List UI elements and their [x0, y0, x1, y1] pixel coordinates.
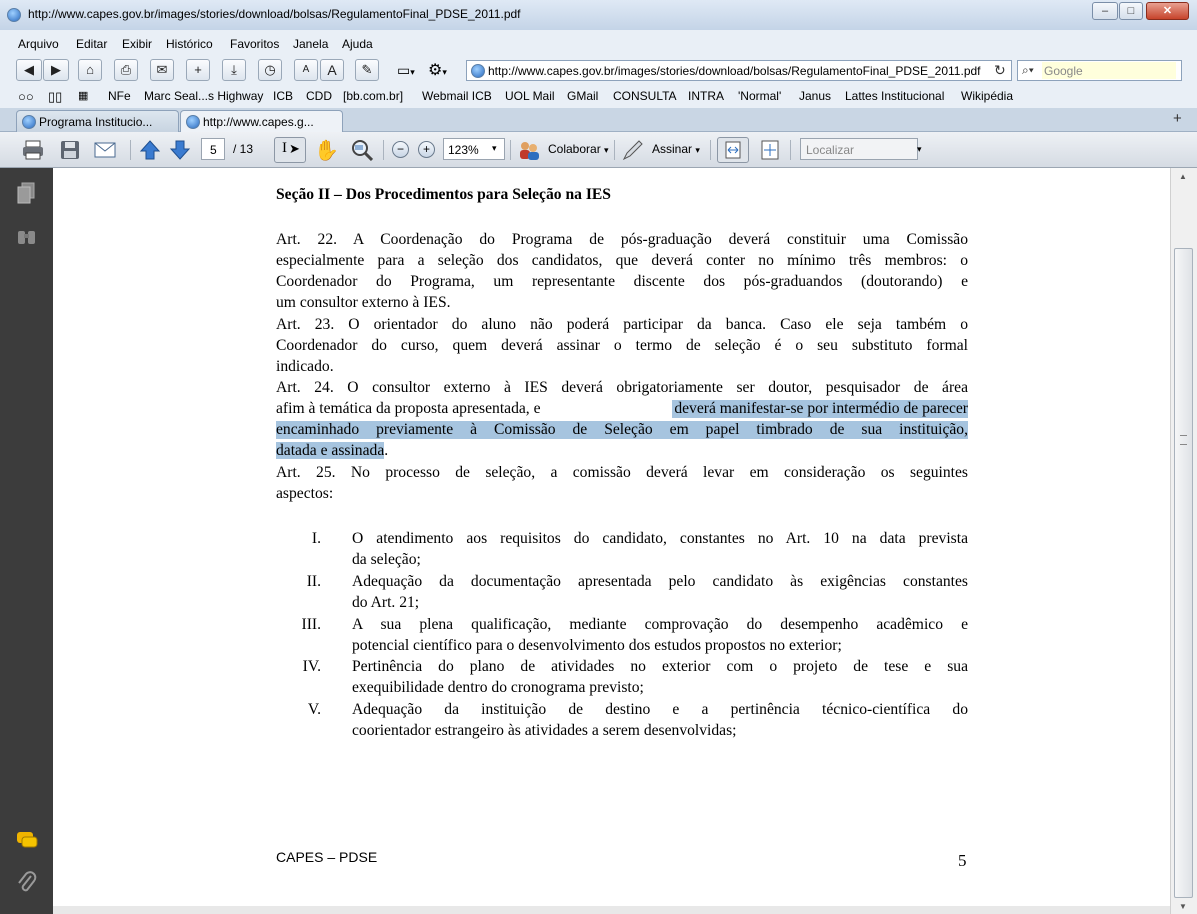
bookmark-item[interactable]: CDD: [306, 89, 332, 103]
address-text: http://www.capes.gov.br/images/stories/download/bolsas/RegulamentoFinal_PDSE_2011.pdf: [488, 64, 981, 78]
menu-historico[interactable]: Histórico: [166, 37, 213, 51]
zoom-tool-icon[interactable]: [351, 139, 373, 161]
list-item-line: Adequação da instituição de destino e a pertinência técnico-científica do: [352, 701, 968, 718]
list-item-line: exequibilidade dentro do cronograma previsto;: [352, 679, 644, 696]
browser-globe-icon: [7, 8, 21, 22]
art24-line: Art. 24. O consultor externo à IES deverá obrigatoriamente ser doutor, pesquisador de área: [276, 379, 968, 396]
previous-page-icon[interactable]: [139, 139, 161, 161]
art25-line: Art. 25. No processo de seleção, a comissão deverá levar em consideração os seguintes: [276, 464, 968, 481]
edit-button[interactable]: [355, 59, 379, 81]
menu-janela[interactable]: Janela: [293, 37, 329, 51]
plus-icon: +: [194, 62, 202, 77]
menu-exibir[interactable]: Exibir: [122, 37, 153, 51]
list-item-line: coorientador estrangeiro às atividades a serem desenvolvidas;: [352, 722, 737, 739]
collaborate-label: Colaborar: [548, 142, 601, 156]
bookmark-item[interactable]: Marc Seal...s Highway: [144, 89, 264, 103]
printer-icon: ⎙: [120, 62, 132, 77]
forward-arrow-icon: ▶: [51, 62, 61, 77]
back-arrow-icon: ◀: [24, 62, 34, 77]
menu-bar: [0, 30, 1197, 54]
download-icon: ⤓: [231, 62, 237, 77]
selected-text[interactable]: datada e assinada: [276, 442, 385, 459]
reload-icon[interactable]: ↻: [994, 62, 1006, 78]
art22-line: um consultor externo à IES.: [276, 294, 451, 311]
bookmarks-bar: [0, 86, 1197, 108]
text-cursor-icon: I: [282, 140, 287, 156]
bookmark-item[interactable]: Wikipédia: [961, 89, 1014, 103]
list-item-line: da seleção;: [352, 551, 421, 568]
book-icon[interactable]: ▯▯: [48, 89, 63, 104]
chevron-down-icon: ▾: [695, 145, 700, 155]
bookmark-item[interactable]: GMail: [567, 89, 599, 103]
list-item-line: Pertinência do plano de atividades no exterior com o projeto de tese e sua: [352, 658, 968, 675]
art22-line: especialmente para a seleção dos candidatos, que deverá conter no mínimo três membros: o: [276, 252, 968, 269]
bookmark-item[interactable]: ICB: [273, 89, 294, 103]
tab-label: http://www.capes.g...: [203, 115, 314, 129]
pencil-icon: ✎: [361, 62, 373, 77]
list-number: V.: [307, 701, 321, 718]
next-page-icon[interactable]: [169, 139, 191, 161]
list-item-line: A sua plena qualificação, mediante comprovação do desempenho acadêmico e: [352, 616, 968, 633]
grip-icon: [1180, 435, 1187, 445]
search-placeholder: Google: [1044, 64, 1083, 78]
email-icon[interactable]: [94, 139, 116, 161]
chevron-down-icon: ▾: [604, 145, 609, 155]
zoom-value: 123%: [448, 143, 479, 157]
page-number-value: 5: [210, 143, 217, 157]
address-bar[interactable]: [466, 60, 1012, 81]
pointer-arrow-icon: ➤: [289, 141, 300, 156]
art22-line: Art. 22. A Coordenação do Programa de pós-graduação deverá constituir uma Comissão: [276, 231, 968, 248]
site-globe-icon: [471, 64, 485, 78]
menu-editar[interactable]: Editar: [76, 37, 108, 51]
reading-glasses-icon[interactable]: ○○: [18, 89, 34, 104]
bookmark-item[interactable]: Janus: [799, 89, 832, 103]
select-tool-button[interactable]: [274, 137, 306, 163]
scroll-up-icon[interactable]: ▲: [1179, 172, 1187, 181]
print-button[interactable]: [114, 59, 138, 81]
bookmark-item[interactable]: 'Normal': [738, 89, 782, 103]
maximize-button[interactable]: □: [1119, 2, 1143, 20]
new-tab-plus-icon[interactable]: +: [1173, 110, 1182, 127]
new-tab-button[interactable]: [186, 59, 210, 81]
art24-line-4: [276, 442, 388, 460]
find-placeholder: Localizar: [806, 143, 855, 157]
mail-button[interactable]: [150, 59, 174, 81]
search-icon: ⌕▾: [1022, 63, 1034, 77]
tab-globe-icon: [22, 115, 36, 129]
menu-favoritos[interactable]: Favoritos: [230, 37, 280, 51]
bookmark-item[interactable]: Webmail ICB: [422, 89, 492, 103]
sign-label: Assinar: [652, 142, 693, 156]
minimize-button[interactable]: –: [1092, 2, 1118, 20]
envelope-icon: ✉: [156, 62, 168, 77]
text-large-icon: A: [327, 62, 337, 78]
navigation-pane: [0, 168, 53, 914]
downloads-button[interactable]: [222, 59, 246, 81]
window-title-bar: [0, 0, 1197, 30]
gear-icon: ⚙: [428, 62, 443, 79]
list-number: II.: [306, 573, 321, 590]
plus-icon: +: [422, 142, 430, 156]
comments-icon[interactable]: [16, 831, 38, 851]
settings-menu-button[interactable]: [428, 60, 447, 80]
page-bottom-edge: [53, 906, 1170, 914]
sign-pen-icon[interactable]: [622, 139, 644, 161]
page-number-input[interactable]: [201, 138, 225, 160]
art25-line: aspectos:: [276, 485, 334, 502]
tab-capes-pdf[interactable]: [180, 110, 343, 132]
pdf-page: [53, 168, 1170, 906]
scroll-thumb[interactable]: [1174, 248, 1193, 898]
attachments-binoculars-icon[interactable]: [16, 228, 38, 246]
tab-label: Programa Institucio...: [39, 115, 153, 129]
art24-line-2: [276, 400, 968, 418]
art23-line: Art. 23. O orientador do aluno não poderá participar da banca. Caso ele seja também o: [276, 316, 968, 333]
text-larger-button[interactable]: [320, 59, 344, 81]
hand-tool-icon[interactable]: ✋: [314, 140, 339, 162]
zoom-select[interactable]: [443, 138, 505, 160]
forward-button[interactable]: [43, 59, 69, 81]
selected-text[interactable]: encaminhado previamente à Comissão de Seleção em papel timbrado de sua instituição,: [276, 421, 968, 438]
art23-line: Coordenador do curso, quem deverá assinar o termo de seleção é o seu substituto formal: [276, 337, 968, 354]
collaborate-button[interactable]: [548, 142, 609, 156]
art24-text: .: [384, 442, 389, 459]
close-button[interactable]: ✕: [1146, 2, 1189, 20]
history-button[interactable]: [258, 59, 282, 81]
sign-button[interactable]: [652, 142, 700, 156]
art24-text: afim à temática da proposta apresentada, e: [276, 400, 541, 417]
list-number: IV.: [302, 658, 321, 675]
menu-arquivo[interactable]: Arquivo: [18, 37, 59, 51]
back-button[interactable]: [16, 59, 42, 81]
pages-panel-icon[interactable]: [17, 182, 35, 204]
chevron-down-icon: ▾: [410, 67, 415, 77]
text-smaller-button[interactable]: [294, 59, 318, 81]
save-icon[interactable]: [59, 139, 81, 161]
home-icon: ⌂: [86, 62, 94, 77]
page-total: / 13: [233, 142, 254, 156]
collaborate-icon[interactable]: [518, 139, 540, 161]
search-box[interactable]: [1017, 60, 1182, 81]
vertical-scrollbar[interactable]: [1170, 168, 1197, 914]
fit-width-icon: [724, 141, 742, 159]
art23-line: indicado.: [276, 358, 334, 375]
bookmark-item[interactable]: Lattes Institucional: [845, 89, 945, 103]
menu-ajuda[interactable]: Ajuda: [342, 37, 373, 51]
clock-icon: ◷: [264, 62, 276, 77]
grid-icon[interactable]: ▦: [78, 90, 89, 102]
page-menu-button[interactable]: [397, 62, 415, 79]
chevron-down-icon: ▾: [442, 67, 447, 77]
home-button[interactable]: [78, 59, 102, 81]
tab-globe-icon: [186, 115, 200, 129]
bookmark-item[interactable]: [bb.com.br]: [343, 89, 404, 103]
footer-left: CAPES – PDSE: [276, 849, 378, 865]
page-icon: ▭: [397, 62, 411, 78]
section-heading: Seção II – Dos Procedimentos para Seleção na IES: [276, 186, 611, 203]
bookmark-item[interactable]: NFe: [108, 89, 131, 103]
window-title: http://www.capes.gov.br/images/stories/download/bolsas/RegulamentoFinal_PDSE_2011.pdf: [28, 7, 521, 21]
list-item-line: do Art. 21;: [352, 594, 420, 611]
find-input[interactable]: [800, 138, 918, 160]
zoom-in-button[interactable]: [418, 141, 435, 158]
fit-page-icon[interactable]: [759, 139, 781, 161]
find-dropdown-icon[interactable]: ▾: [917, 144, 922, 154]
list-number: III.: [301, 616, 321, 633]
scroll-down-icon[interactable]: ▼: [1179, 902, 1187, 911]
tab-strip: [0, 108, 1197, 132]
chevron-down-icon: ▾: [492, 143, 497, 153]
fit-width-button[interactable]: [717, 137, 749, 163]
list-item-line: O atendimento aos requisitos do candidato, constantes no Art. 10 na data prevista: [352, 530, 968, 547]
paperclip-icon[interactable]: [17, 870, 37, 894]
zoom-out-button[interactable]: [392, 141, 409, 158]
footer-page-number: 5: [958, 851, 967, 870]
art22-line: Coordenador do Programa, um representante discente dos pós-graduandos (doutorando) e: [276, 273, 968, 290]
text-small-icon: A: [302, 64, 310, 75]
bookmark-item[interactable]: CONSULTA: [613, 89, 677, 103]
selected-text[interactable]: deverá manifestar-se por intermédio de parecer: [674, 400, 968, 417]
tab-programa[interactable]: [16, 110, 179, 132]
print-icon[interactable]: [22, 139, 44, 161]
bookmark-item[interactable]: INTRA: [688, 89, 724, 103]
list-item-line: potencial científico para o desenvolvimento dos estudos propostos no exterior;: [352, 637, 842, 654]
list-number: I.: [311, 530, 321, 547]
minus-icon: −: [396, 142, 404, 156]
list-item-line: Adequação da documentação apresentada pelo candidato às exigências constantes: [352, 573, 968, 590]
bookmark-item[interactable]: UOL Mail: [505, 89, 555, 103]
